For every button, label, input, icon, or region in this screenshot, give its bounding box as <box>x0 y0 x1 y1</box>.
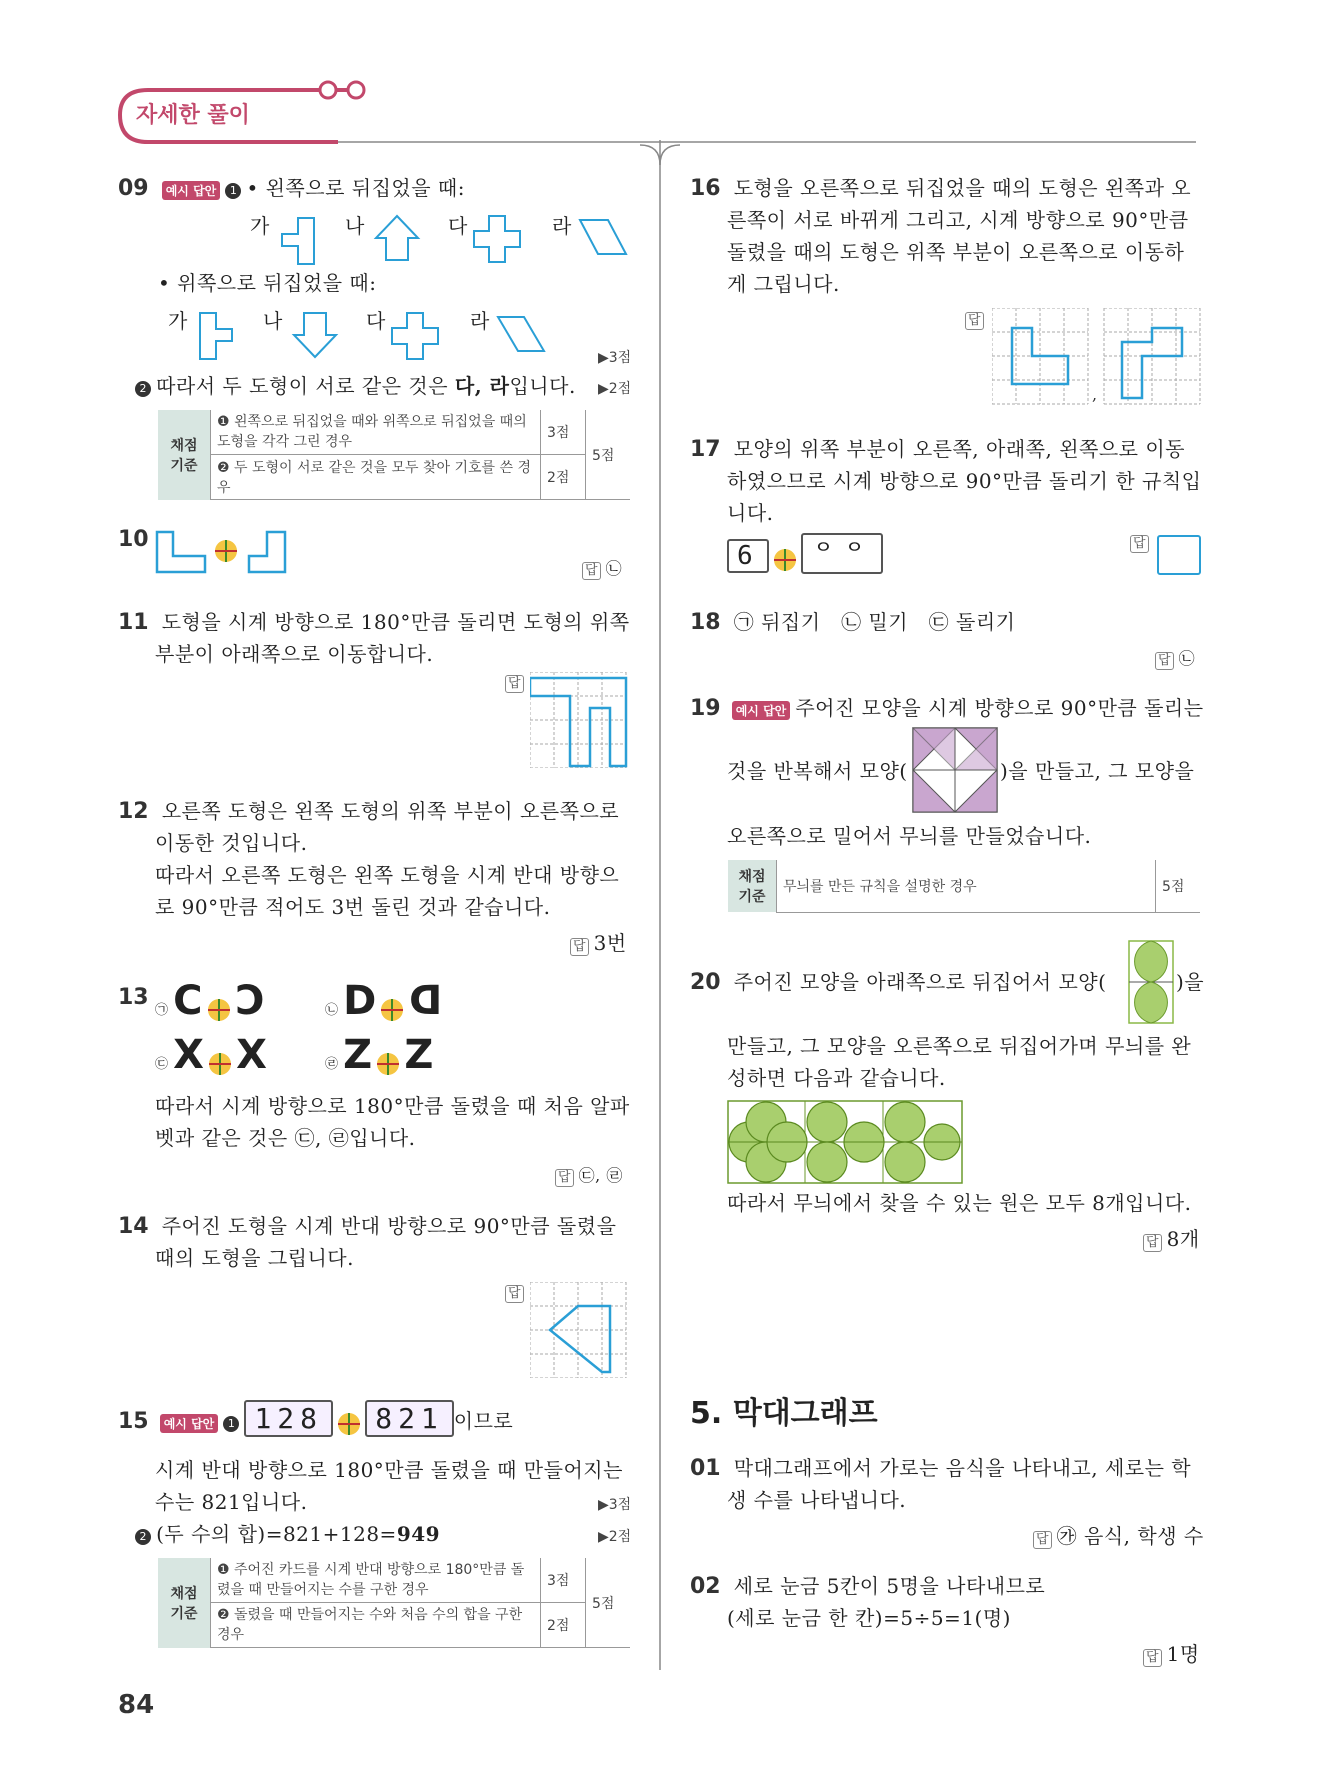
q13-item-2: ㉡ D D <box>325 978 442 1024</box>
shape-label: 라 <box>552 214 572 238</box>
criteria-points: 3점 <box>541 410 586 455</box>
criteria-header: 채점 기준 <box>728 860 777 912</box>
answer-label: 답 <box>505 1285 524 1303</box>
flip-icon <box>377 1053 399 1075</box>
q09-line3: 2 따라서 두 도형이 서로 같은 것은 다, 라입니다. <box>135 370 635 402</box>
scoring-criteria-table <box>158 1558 630 1648</box>
q17-line3: 니다. <box>727 501 774 525</box>
q09-row1-shapes <box>250 210 630 270</box>
answer-label: 답 <box>965 312 984 330</box>
pinwheel-pattern <box>912 727 998 813</box>
q17-answer-card <box>1157 535 1201 575</box>
q20-line4: 따라서 무늬에서 찾을 수 있는 원은 모두 8개입니다. <box>727 1191 1192 1215</box>
q16-line3: 돌렸을 때의 도형은 위쪽 부분이 오른쪽으로 이동하 <box>727 240 1185 264</box>
question-18: 18 ㉠ 뒤집기 ㉡ 밀기 ㉢ 돌리기 <box>690 610 1016 635</box>
flip-icon <box>381 999 403 1021</box>
q13-item-3: ㉢ X X <box>155 1032 267 1078</box>
shape-label: 다 <box>448 214 468 238</box>
flip-icon <box>774 549 796 571</box>
bargraph-question-01: 01 막대그래프에서 가로는 음식을 나타내고, 세로는 학 <box>690 1456 1192 1481</box>
criteria-item: ❷ 돌렸을 때 만들어지는 수와 처음 수의 합을 구한 경우 <box>211 1603 541 1648</box>
q15-line3: 2 (두 수의 합)=821+128=949 <box>135 1518 440 1550</box>
s02-answer: 답 1명 <box>1143 1638 1200 1670</box>
shape-da-left <box>472 214 522 264</box>
q11-answer-grid <box>530 672 630 768</box>
q12-line3: 따라서 오른쪽 도형은 왼쪽 도형을 시계 반대 방향으 <box>155 863 620 887</box>
q13-line2: 벳과 같은 것은 ㉢, ㉣입니다. <box>155 1126 416 1150</box>
question-number: 10 <box>118 527 149 552</box>
criteria-header: 채점 기준 <box>158 1558 211 1648</box>
shape-label: 가 <box>168 309 188 333</box>
q12-line2: 이동한 것입니다. <box>155 831 308 855</box>
shape-label: 나 <box>345 214 365 238</box>
question-17: 17 모양의 위쪽 부분이 오른쪽, 아래쪽, 왼쪽으로 이동 <box>690 437 1185 462</box>
s02-line2: (세로 눈금 한 칸)=5÷5=1(명) <box>727 1606 1011 1630</box>
shape-card: 6 <box>727 539 769 573</box>
svg-text:,: , <box>1092 385 1098 404</box>
flip-icon <box>209 1053 231 1075</box>
example-tag: 예시 답안 <box>160 1414 219 1433</box>
question-number: 09 <box>118 176 149 201</box>
number-card: 821 <box>365 1400 454 1437</box>
example-tag: 예시 답안 <box>732 701 791 720</box>
shape-na-left <box>372 214 422 264</box>
q19-line2b: )을 만들고, 그 모양을 <box>1000 759 1195 783</box>
criteria-item: ❶ 왼쪽으로 뒤집었을 때와 위쪽으로 뒤집었을 때의 도형을 각각 그린 경우 <box>211 410 541 455</box>
score-marker: ▶2점 <box>598 1529 632 1545</box>
q16-answer-grids <box>992 308 1202 406</box>
shape-label: 가 <box>250 214 270 238</box>
page-number: 84 <box>118 1690 155 1720</box>
question-16: 16 도형을 오른쪽으로 뒤집었을 때의 도형은 왼쪽과 오 <box>690 176 1192 201</box>
s01-line2: 생 수를 나타냅니다. <box>727 1488 907 1512</box>
criteria-points: 3점 <box>541 1558 586 1603</box>
scoring-criteria-table <box>158 410 630 500</box>
example-tag: 예시 답안 <box>162 181 221 200</box>
criteria-total: 5점 <box>586 410 631 500</box>
shape-label: 라 <box>470 309 490 333</box>
answer-label: 답 <box>1130 535 1149 553</box>
q20-line3: 성하면 다음과 같습니다. <box>727 1066 946 1090</box>
criteria-points: 2점 <box>541 455 586 500</box>
shape-na-up <box>290 311 340 361</box>
q14-line2: 때의 도형을 그립니다. <box>155 1246 354 1270</box>
q19-line3: 오른쪽으로 밀어서 무늬를 만들었습니다. <box>727 824 1092 848</box>
criteria-item: ❷ 두 도형이 서로 같은 것을 모두 찾아 기호를 쓴 경우 <box>211 455 541 500</box>
shape-ra-left <box>578 218 628 258</box>
criteria-item: ❶ 주어진 카드를 시계 반대 방향으로 180°만큼 돌렸을 때 만들어지는 수를 구한 경우 <box>211 1558 541 1603</box>
shape-ra-up <box>496 315 546 355</box>
shape-da-up <box>390 311 440 361</box>
q13-line1: 따라서 시계 방향으로 180°만큼 돌렸을 때 처음 알파 <box>155 1094 630 1118</box>
shape-card: ᄋᄋ <box>801 533 883 574</box>
q13-answer: 답 ㉢, ㉣ <box>555 1160 623 1192</box>
question-12: 12 오른쪽 도형은 왼쪽 도형의 위쪽 부분이 오른쪽으로 <box>118 799 620 824</box>
flip-icon <box>215 540 237 562</box>
shape-label: 나 <box>263 309 283 333</box>
column-divider <box>640 140 680 1670</box>
step-2-icon: 2 <box>135 1529 151 1545</box>
half-circle-shape <box>1128 940 1174 1024</box>
score-marker: ▶2점 <box>598 381 632 397</box>
q13-item-4: ㉣ Z Z <box>325 1032 434 1078</box>
step-1-icon: 1 <box>225 183 241 199</box>
answer-label: 답 <box>505 675 524 693</box>
question-14: 14 주어진 도형을 시계 반대 방향으로 90°만큼 돌렸을 <box>118 1214 617 1239</box>
shape-ga-up <box>196 311 236 361</box>
circle-pattern <box>727 1100 963 1184</box>
q09-line2: • 위쪽으로 뒤집었을 때: <box>158 271 377 295</box>
score-marker: ▶3점 <box>598 1497 632 1513</box>
q11-line2: 부분이 아래쪽으로 이동합니다. <box>155 642 434 666</box>
q13-item-1: ㉠ C C <box>155 978 265 1024</box>
q19-line2a: 것을 반복해서 모양( <box>727 759 908 783</box>
bargraph-question-02: 02 세로 눈금 5칸이 5명을 나타내므로 <box>690 1574 1046 1599</box>
scoring-criteria-table <box>728 860 1200 913</box>
q20-answer: 답 8개 <box>1143 1223 1200 1255</box>
q16-line4: 게 그립니다. <box>727 272 840 296</box>
flip-icon <box>208 999 230 1021</box>
question-20: 20 주어진 모양을 아래쪽으로 뒤집어서 모양( <box>690 970 1107 995</box>
header-badge-text: 자세한 풀이 <box>136 103 250 128</box>
q15-line2: 수는 821입니다. <box>155 1490 308 1514</box>
q16-line2: 른쪽이 서로 바뀌게 그리고, 시계 방향으로 90°만큼 <box>727 208 1189 232</box>
criteria-total: 5점 <box>586 1558 631 1648</box>
shape-ga-left <box>278 216 318 266</box>
shape-label: 다 <box>366 309 386 333</box>
section-title: 5. 막대그래프 <box>690 1396 878 1431</box>
criteria-header: 채점 기준 <box>158 410 211 500</box>
question-19: 19 예시 답안 주어진 모양을 시계 방향으로 90°만큼 돌리는 <box>690 696 1204 721</box>
question-09 <box>118 172 638 204</box>
score-marker: ▶3점 <box>598 350 632 366</box>
criteria-points: 2점 <box>541 1603 586 1648</box>
step-2-icon: 2 <box>135 381 151 397</box>
question-number: 13 <box>118 985 149 1010</box>
q10-answer: 답 ㉡ <box>582 553 622 585</box>
q20-line1b: )을 <box>1176 970 1205 994</box>
question-11: 11 도형을 시계 방향으로 180°만큼 돌리면 도형의 위쪽 <box>118 610 630 635</box>
q09-line1: • 왼쪽으로 뒤집었을 때: <box>246 176 465 200</box>
q20-line2: 만들고, 그 모양을 오른쪽으로 뒤집어가며 무늬를 완 <box>727 1034 1192 1058</box>
s01-answer: 답 ㉮ 음식, 학생 수 <box>1033 1520 1204 1552</box>
q12-line4: 로 90°만큼 적어도 3번 돌린 것과 같습니다. <box>155 895 551 919</box>
q14-answer-grid <box>530 1282 630 1378</box>
q17-line2: 하였으므로 시계 방향으로 90°만큼 돌리기 한 규칙입 <box>727 469 1202 493</box>
question-15: 15 예시 답안 1 128 821 이므로 <box>118 1402 514 1435</box>
flip-icon <box>338 1413 360 1435</box>
q17-cards <box>727 533 883 574</box>
q18-answer: 답 ㉡ <box>1155 643 1195 675</box>
criteria-item: 무늬를 만든 규칙을 설명한 경우 <box>777 860 1156 912</box>
q15-line1: 시계 반대 방향으로 180°만큼 돌렸을 때 만들어지는 <box>155 1458 623 1482</box>
step-1-icon: 1 <box>223 1416 239 1432</box>
q09-row2-shapes <box>168 305 568 365</box>
q12-answer: 답 3번 <box>570 927 627 959</box>
criteria-points: 5점 <box>1156 860 1201 912</box>
number-card: 128 <box>244 1400 333 1437</box>
